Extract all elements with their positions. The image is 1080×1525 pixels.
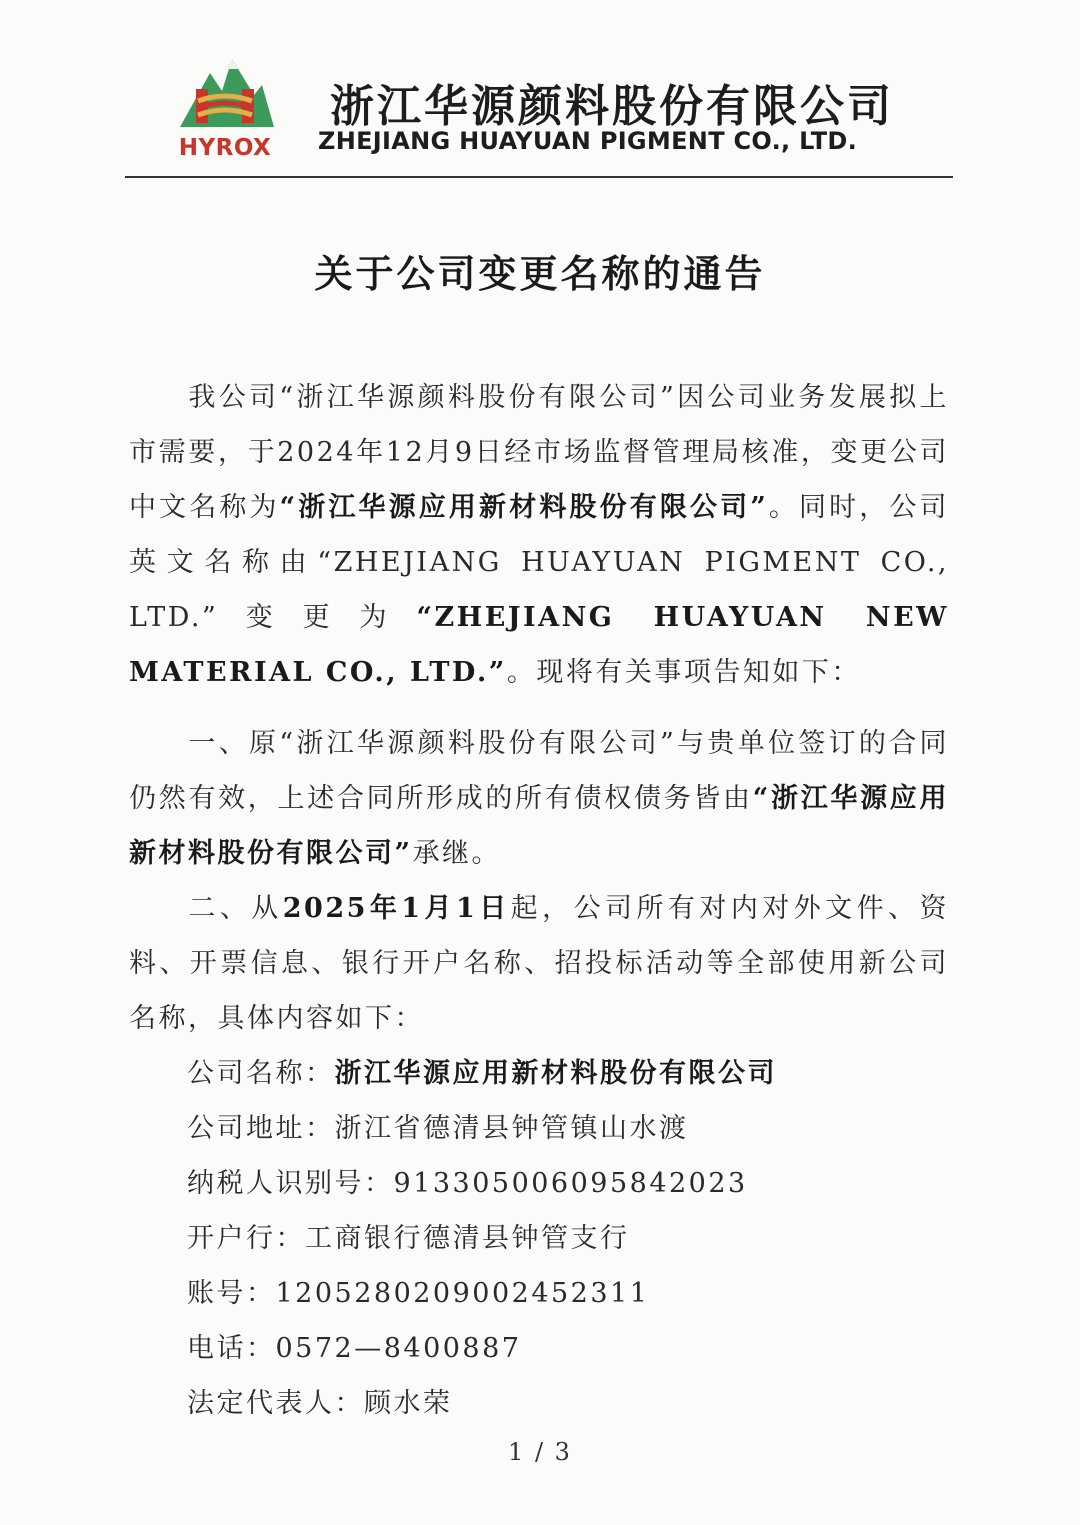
info-label: 公司名称： [187, 1058, 335, 1089]
info-row-phone [187, 1321, 947, 1376]
logo-wordmark: HYROX [178, 135, 272, 161]
page-number: 1 / 3 [508, 1438, 572, 1466]
info-row-address [187, 1101, 947, 1156]
info-label: 公司地址： [187, 1113, 335, 1144]
item-two-text-2: 起，公司所有对内对外文件、资料、开票信息、银行开户名称、招投标活动等全部使用新公司名称，具体内容如下： [129, 893, 950, 1034]
mountain-logo-icon [170, 55, 280, 135]
info-value: 913305006095842023 [393, 1168, 748, 1199]
info-value: 1205280209002452311 [275, 1278, 650, 1309]
company-name-cn: 浙江华源颜料股份有限公司 [330, 81, 894, 132]
info-value: 顾水荣 [364, 1388, 453, 1419]
item-one-new-name: “浙江华源应用新材料股份有限公司” [129, 783, 950, 869]
paragraph-intro [129, 370, 949, 700]
info-value: 0572—8400887 [275, 1333, 522, 1364]
company-logo [170, 55, 280, 160]
item-two-text-1: 二、从 [188, 893, 283, 924]
info-row-tax-id [187, 1156, 947, 1211]
paragraph-item-one [129, 716, 949, 881]
info-row-name [187, 1046, 947, 1101]
new-name-en: “ZHEJIANG HUAYUAN NEW MATERIAL CO., LTD.” [129, 602, 949, 688]
item-one-text-2: 承继。 [412, 838, 502, 869]
info-value: 浙江华源应用新材料股份有限公司 [334, 1058, 777, 1089]
info-label: 法定代表人： [187, 1388, 364, 1419]
effective-date: 2025年1月1日 [282, 893, 511, 924]
info-row-account [187, 1266, 947, 1321]
item-one-text-1: 一、原“浙江华源颜料股份有限公司”与贵单位签订的合同仍然有效，上述合同所形成的所有债权债务皆由 [129, 728, 949, 814]
info-label: 开户行： [187, 1223, 305, 1254]
info-row-legal-rep [187, 1376, 947, 1431]
intro-text-1: 我公司“浙江华源颜料股份有限公司”因公司业务发展拟上市需要，于2024年12月9日经市场监督管理局核准，变更公司中文名称为 [129, 382, 949, 523]
info-value: 浙江省德清县钟管镇山水渡 [334, 1113, 689, 1144]
intro-text-3: 。现将有关事项告知如下： [506, 657, 861, 688]
info-label: 电话： [187, 1333, 276, 1364]
info-label: 纳税人识别号： [187, 1168, 394, 1199]
company-name-en: ZHEJIANG HUAYUAN PIGMENT CO., LTD. [318, 127, 858, 155]
info-label: 账号： [187, 1278, 276, 1309]
notice-title: 关于公司变更名称的通告 [314, 251, 766, 296]
new-name-cn: “浙江华源应用新材料股份有限公司” [279, 492, 769, 523]
company-info-list [187, 1046, 947, 1431]
header-divider [125, 176, 953, 178]
info-value: 工商银行德清县钟管支行 [305, 1223, 630, 1254]
intro-text-2: 。同时，公司英文名称由“ZHEJIANG HUAYUAN PIGMENT CO., LTD.”变更为 [129, 492, 950, 633]
paragraph-item-two [129, 881, 949, 1046]
info-row-bank [187, 1211, 947, 1266]
